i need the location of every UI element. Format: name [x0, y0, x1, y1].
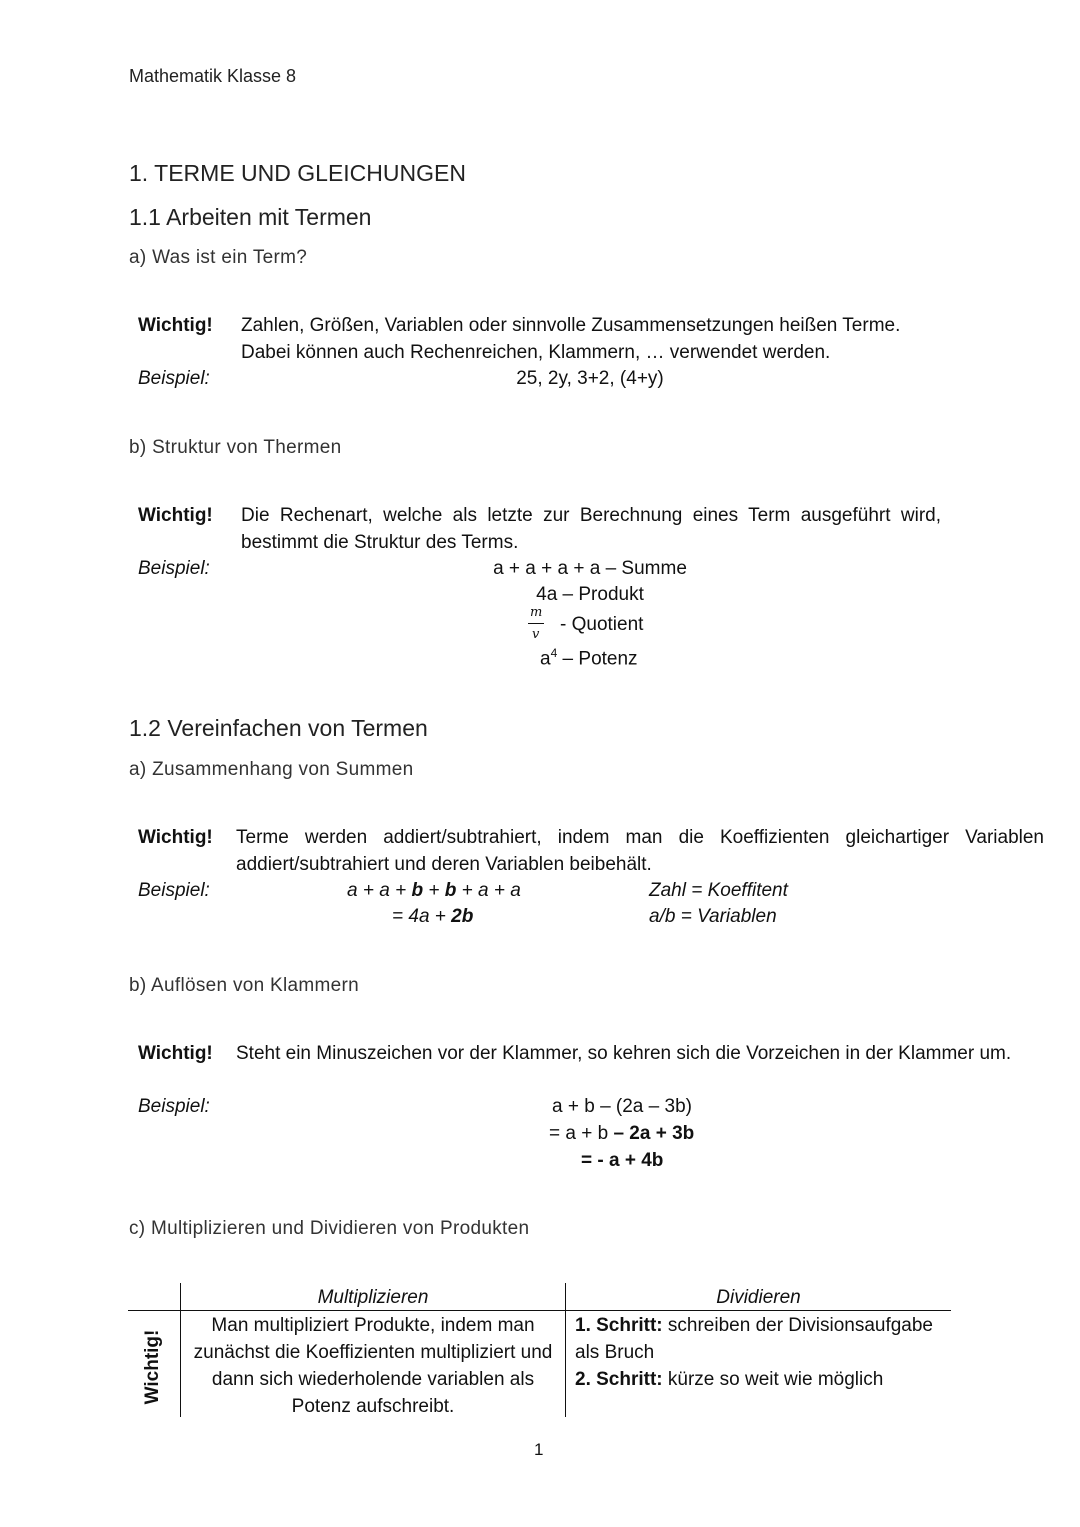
definition-structure: Die Rechenart, welche als letzte zur Berechnung eines Term ausgeführt wird, bestimmt die Struktur des Terms.	[241, 505, 941, 553]
subsection-1-1-a-title: a) Was ist ein Term?	[129, 247, 308, 268]
beispiel-label: Beispiel:	[138, 368, 210, 389]
potenz-label: – Potenz	[557, 648, 638, 670]
example-quotient-label: - Quotient	[560, 614, 644, 635]
definition-klammern: Steht ein Minuszeichen vor der Klammer, so kehren sich die Vorzeichen in der Klammer um.	[236, 1043, 1012, 1064]
table-cell-multiplizieren: Man multipliziert Produkte, indem man zunächst die Koeffizienten multipliziert und dann sich wiederholende variablen als Potenz aufschreibt.	[193, 1315, 553, 1417]
section-1-1-title: 1.1 Arbeiten mit Termen	[129, 204, 372, 230]
wichtig-label: Wichtig!	[138, 1043, 213, 1064]
example-klammer-line1: a + b – (2a – 3b)	[552, 1096, 692, 1117]
subsection-1-2-b-title: b) Auflösen von Klammern	[129, 975, 360, 996]
chapter-title: 1. TERME UND GLEICHUNGEN	[129, 160, 466, 186]
subsection-1-1-b-title: b) Struktur von Thermen	[129, 437, 342, 458]
definition-term: Zahlen, Größen, Variablen oder sinnvolle Zusammensetzungen heißen Terme. Dabei können auch Rechenreichen, Klammern, … verwendet werden.	[241, 315, 901, 363]
example-potenz	[540, 646, 638, 670]
example-summe: a + a + a + a – Summe	[493, 558, 687, 579]
note-koeffizient: Zahl = Koeffitent	[649, 880, 788, 901]
definition-addition: Terme werden addiert/subtrahiert, indem man die Koeffizienten gleichartiger Variablen addiert/subtrahiert und deren Variablen beibehält.	[236, 827, 1044, 875]
dividieren-step-1: 1. Schritt: schreiben der Divisionsaufgabe als Bruch	[575, 1315, 934, 1363]
subsection-1-2-c-title: c) Multiplizieren und Dividieren von Produkten	[129, 1218, 530, 1239]
beispiel-label: Beispiel:	[138, 880, 210, 901]
wichtig-label: Wichtig!	[138, 505, 213, 526]
table-header-dividieren: Dividieren	[716, 1287, 801, 1308]
table-header-multiplizieren: Multiplizieren	[317, 1287, 429, 1308]
fraction-denominator: v	[532, 627, 540, 642]
beispiel-label: Beispiel:	[138, 1096, 210, 1117]
example-produkt: 4a – Produkt	[536, 584, 644, 605]
document-header: Mathematik Klasse 8	[129, 66, 297, 86]
fraction-numerator: m	[530, 605, 543, 620]
subsection-1-2-a-title: a) Zusammenhang von Summen	[129, 759, 414, 780]
table-cell-dividieren	[575, 1312, 951, 1393]
dividieren-step-2: 2. Schritt: kürze so weit wie möglich	[575, 1369, 884, 1390]
beispiel-label: Beispiel:	[138, 558, 210, 579]
fraction-bar	[528, 623, 544, 624]
example-sum-line2: = 4a + 2b	[392, 906, 474, 927]
example-klammer-line2: = a + b – 2a + 3b	[549, 1123, 695, 1144]
table-row-label: Wichtig!	[142, 1329, 163, 1405]
potenz-exponent: 4	[550, 646, 558, 660]
wichtig-label: Wichtig!	[138, 315, 213, 336]
example-terms: 25, 2y, 3+2, (4+y)	[516, 368, 664, 389]
example-klammer-line3: = - a + 4b	[581, 1150, 664, 1171]
example-sum-line1: a + a + b + b + a + a	[347, 880, 521, 901]
wichtig-label: Wichtig!	[138, 827, 213, 848]
page-number: 1	[534, 1440, 544, 1459]
section-1-2-title: 1.2 Vereinfachen von Termen	[129, 715, 428, 741]
potenz-base: a	[540, 648, 551, 670]
note-variablen: a/b = Variablen	[649, 906, 777, 927]
